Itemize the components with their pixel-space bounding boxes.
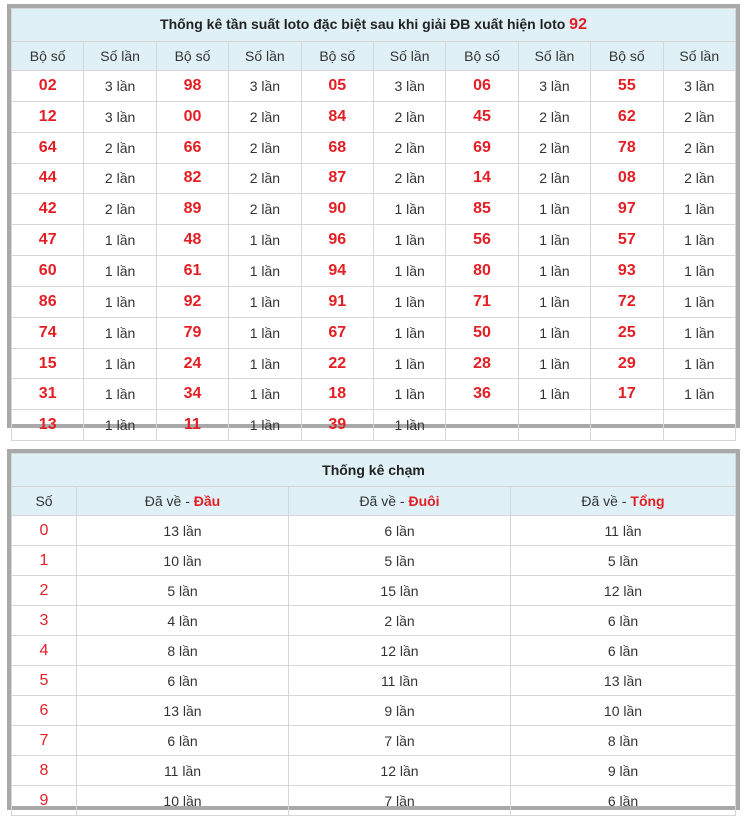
pair-count: 2 lần — [373, 163, 445, 194]
pair-count: 2 lần — [663, 132, 735, 163]
col-count-header: Số lần — [373, 42, 445, 71]
pair-number: 89 — [156, 194, 228, 225]
touch-digit: 3 — [12, 606, 77, 636]
pair-count — [663, 410, 735, 441]
pair-number: 78 — [591, 132, 663, 163]
pair-number: 92 — [156, 286, 228, 317]
pair-count — [518, 410, 590, 441]
touch-digit: 5 — [12, 666, 77, 696]
pair-count: 1 lần — [229, 286, 301, 317]
pair-number: 36 — [446, 379, 518, 410]
pair-count: 1 lần — [229, 410, 301, 441]
touch-digit: 8 — [12, 756, 77, 786]
pair-count: 1 lần — [373, 286, 445, 317]
col-count-header: Số lần — [518, 42, 590, 71]
col-count-header: Số lần — [229, 42, 301, 71]
pair-number: 28 — [446, 348, 518, 379]
pair-count: 1 lần — [84, 348, 156, 379]
touch-panel — [7, 449, 740, 810]
pair-count: 1 lần — [518, 348, 590, 379]
pair-number: 48 — [156, 225, 228, 256]
pair-number: 68 — [301, 132, 373, 163]
pair-count: 1 lần — [373, 410, 445, 441]
touch-col-tail — [289, 487, 511, 516]
touch-col-digit: Số — [12, 487, 77, 516]
touch-table-title: Thống kê chạm — [12, 454, 736, 487]
pair-number: 69 — [446, 132, 518, 163]
pair-count: 3 lần — [84, 101, 156, 132]
pair-number: 86 — [12, 286, 84, 317]
pair-count: 1 lần — [373, 225, 445, 256]
touch-row — [12, 696, 736, 726]
touch-head-count: 11 lần — [77, 756, 289, 786]
touch-sum-count: 9 lần — [511, 756, 736, 786]
frequency-row — [12, 379, 736, 410]
touch-tail-count: 7 lần — [289, 786, 511, 816]
touch-row — [12, 786, 736, 816]
touch-sum-count: 12 lần — [511, 576, 736, 606]
pair-number: 25 — [591, 317, 663, 348]
col-count-header: Số lần — [84, 42, 156, 71]
pair-number: 24 — [156, 348, 228, 379]
pair-number: 82 — [156, 163, 228, 194]
pair-number: 79 — [156, 317, 228, 348]
touch-sum-count: 6 lần — [511, 786, 736, 816]
pair-number: 57 — [591, 225, 663, 256]
pair-number: 61 — [156, 256, 228, 287]
pair-count: 1 lần — [663, 317, 735, 348]
frequency-table — [11, 8, 736, 441]
pair-number: 72 — [591, 286, 663, 317]
pair-number — [591, 410, 663, 441]
pair-count: 1 lần — [84, 256, 156, 287]
touch-head-count: 13 lần — [77, 516, 289, 546]
pair-count: 1 lần — [663, 286, 735, 317]
touch-digit: 0 — [12, 516, 77, 546]
pair-number: 71 — [446, 286, 518, 317]
frequency-title-highlight: 92 — [569, 16, 587, 33]
touch-sum-count: 11 lần — [511, 516, 736, 546]
pair-count: 1 lần — [84, 379, 156, 410]
pair-count: 2 lần — [663, 163, 735, 194]
touch-sum-count: 10 lần — [511, 696, 736, 726]
frequency-row — [12, 256, 736, 287]
pair-count: 2 lần — [229, 132, 301, 163]
touch-tail-count: 12 lần — [289, 636, 511, 666]
pair-count: 1 lần — [518, 225, 590, 256]
pair-number: 96 — [301, 225, 373, 256]
touch-head-count: 13 lần — [77, 696, 289, 726]
touch-row — [12, 546, 736, 576]
pair-count: 1 lần — [84, 225, 156, 256]
touch-col-tail-prefix: Đã về - — [359, 493, 409, 509]
pair-count: 1 lần — [229, 379, 301, 410]
pair-count: 1 lần — [663, 379, 735, 410]
touch-tail-count: 11 lần — [289, 666, 511, 696]
pair-number: 98 — [156, 71, 228, 102]
frequency-row — [12, 194, 736, 225]
pair-count: 1 lần — [229, 256, 301, 287]
pair-count: 2 lần — [229, 163, 301, 194]
pair-count: 2 lần — [229, 194, 301, 225]
pair-number: 74 — [12, 317, 84, 348]
pair-number: 39 — [301, 410, 373, 441]
pair-number: 90 — [301, 194, 373, 225]
touch-col-head — [77, 487, 289, 516]
pair-count: 1 lần — [229, 225, 301, 256]
pair-count: 1 lần — [373, 348, 445, 379]
pair-number: 18 — [301, 379, 373, 410]
pair-number: 13 — [12, 410, 84, 441]
frequency-row — [12, 132, 736, 163]
col-pair-header: Bộ số — [301, 42, 373, 71]
frequency-row — [12, 101, 736, 132]
touch-sum-count: 5 lần — [511, 546, 736, 576]
pair-number: 47 — [12, 225, 84, 256]
pair-number: 11 — [156, 410, 228, 441]
touch-col-sum-label: Tổng — [630, 493, 665, 509]
pair-number: 67 — [301, 317, 373, 348]
col-count-header: Số lần — [663, 42, 735, 71]
pair-number: 42 — [12, 194, 84, 225]
pair-count: 2 lần — [84, 132, 156, 163]
pair-count: 3 lần — [663, 71, 735, 102]
frequency-row — [12, 163, 736, 194]
pair-number: 34 — [156, 379, 228, 410]
touch-col-head-label: Đầu — [193, 493, 221, 509]
touch-digit: 6 — [12, 696, 77, 726]
touch-head-count: 5 lần — [77, 576, 289, 606]
touch-tail-count: 6 lần — [289, 516, 511, 546]
pair-number: 31 — [12, 379, 84, 410]
pair-count: 1 lần — [229, 348, 301, 379]
pair-count: 2 lần — [373, 132, 445, 163]
touch-tail-count: 5 lần — [289, 546, 511, 576]
pair-number: 91 — [301, 286, 373, 317]
touch-row — [12, 726, 736, 756]
touch-tail-count: 12 lần — [289, 756, 511, 786]
pair-number: 29 — [591, 348, 663, 379]
pair-number: 80 — [446, 256, 518, 287]
pair-count: 2 lần — [229, 101, 301, 132]
touch-head-count: 10 lần — [77, 786, 289, 816]
touch-digit: 7 — [12, 726, 77, 756]
pair-number — [446, 410, 518, 441]
touch-col-tail-label: Đuôi — [408, 493, 440, 509]
pair-count: 2 lần — [518, 132, 590, 163]
pair-count: 1 lần — [518, 256, 590, 287]
frequency-row — [12, 71, 736, 102]
touch-row — [12, 756, 736, 786]
pair-count: 1 lần — [518, 379, 590, 410]
pair-count: 1 lần — [373, 317, 445, 348]
pair-number: 60 — [12, 256, 84, 287]
touch-row — [12, 576, 736, 606]
touch-row — [12, 666, 736, 696]
touch-sum-count: 8 lần — [511, 726, 736, 756]
pair-number: 22 — [301, 348, 373, 379]
pair-number: 85 — [446, 194, 518, 225]
pair-count: 3 lần — [84, 71, 156, 102]
pair-number: 06 — [446, 71, 518, 102]
pair-count: 1 lần — [373, 256, 445, 287]
pair-count: 3 lần — [229, 71, 301, 102]
pair-number: 56 — [446, 225, 518, 256]
pair-number: 50 — [446, 317, 518, 348]
pair-count: 1 lần — [84, 317, 156, 348]
pair-count: 1 lần — [663, 348, 735, 379]
touch-tail-count: 7 lần — [289, 726, 511, 756]
pair-number: 14 — [446, 163, 518, 194]
pair-number: 00 — [156, 101, 228, 132]
touch-table — [11, 453, 736, 816]
pair-number: 97 — [591, 194, 663, 225]
touch-head-count: 6 lần — [77, 666, 289, 696]
pair-number: 55 — [591, 71, 663, 102]
touch-tail-count: 9 lần — [289, 696, 511, 726]
pair-count: 2 lần — [663, 101, 735, 132]
col-pair-header: Bộ số — [446, 42, 518, 71]
pair-count: 1 lần — [373, 379, 445, 410]
pair-count: 1 lần — [518, 194, 590, 225]
touch-head-count: 8 lần — [77, 636, 289, 666]
frequency-title-text: Thống kê tần suất loto đặc biệt sau khi giải ĐB xuất hiện loto — [160, 16, 566, 32]
pair-number: 44 — [12, 163, 84, 194]
touch-head-count: 6 lần — [77, 726, 289, 756]
touch-sum-count: 6 lần — [511, 636, 736, 666]
pair-count: 2 lần — [84, 163, 156, 194]
touch-digit: 1 — [12, 546, 77, 576]
pair-count: 1 lần — [84, 410, 156, 441]
pair-number: 02 — [12, 71, 84, 102]
pair-count: 1 lần — [663, 194, 735, 225]
pair-number: 17 — [591, 379, 663, 410]
touch-head-count: 4 lần — [77, 606, 289, 636]
touch-tail-count: 15 lần — [289, 576, 511, 606]
pair-number: 12 — [12, 101, 84, 132]
frequency-row — [12, 348, 736, 379]
pair-count: 2 lần — [373, 101, 445, 132]
pair-number: 15 — [12, 348, 84, 379]
pair-number: 05 — [301, 71, 373, 102]
col-pair-header: Bộ số — [591, 42, 663, 71]
frequency-row — [12, 317, 736, 348]
touch-row — [12, 516, 736, 546]
pair-number: 45 — [446, 101, 518, 132]
pair-count: 3 lần — [373, 71, 445, 102]
frequency-row — [12, 286, 736, 317]
pair-number: 08 — [591, 163, 663, 194]
pair-count: 2 lần — [84, 194, 156, 225]
frequency-row — [12, 225, 736, 256]
col-pair-header: Bộ số — [156, 42, 228, 71]
pair-count: 1 lần — [518, 317, 590, 348]
col-pair-header: Bộ số — [12, 42, 84, 71]
touch-col-head-prefix: Đã về - — [144, 493, 194, 509]
pair-count: 1 lần — [373, 194, 445, 225]
touch-tail-count: 2 lần — [289, 606, 511, 636]
touch-digit: 4 — [12, 636, 77, 666]
frequency-table-title — [12, 9, 736, 42]
pair-count: 1 lần — [663, 256, 735, 287]
pair-number: 64 — [12, 132, 84, 163]
pair-count: 2 lần — [518, 101, 590, 132]
touch-row — [12, 606, 736, 636]
pair-number: 94 — [301, 256, 373, 287]
touch-head-count: 10 lần — [77, 546, 289, 576]
touch-col-sum — [511, 487, 736, 516]
touch-row — [12, 636, 736, 666]
pair-count: 1 lần — [663, 225, 735, 256]
pair-count: 1 lần — [229, 317, 301, 348]
pair-number: 84 — [301, 101, 373, 132]
touch-col-sum-prefix: Đã về - — [581, 493, 631, 509]
frequency-row — [12, 410, 736, 441]
pair-number: 87 — [301, 163, 373, 194]
touch-sum-count: 13 lần — [511, 666, 736, 696]
touch-digit: 2 — [12, 576, 77, 606]
pair-count: 1 lần — [518, 286, 590, 317]
pair-number: 93 — [591, 256, 663, 287]
pair-count: 2 lần — [518, 163, 590, 194]
pair-number: 66 — [156, 132, 228, 163]
pair-count: 1 lần — [84, 286, 156, 317]
touch-digit: 9 — [12, 786, 77, 816]
frequency-panel — [7, 4, 740, 434]
pair-number: 62 — [591, 101, 663, 132]
touch-sum-count: 6 lần — [511, 606, 736, 636]
pair-count: 3 lần — [518, 71, 590, 102]
